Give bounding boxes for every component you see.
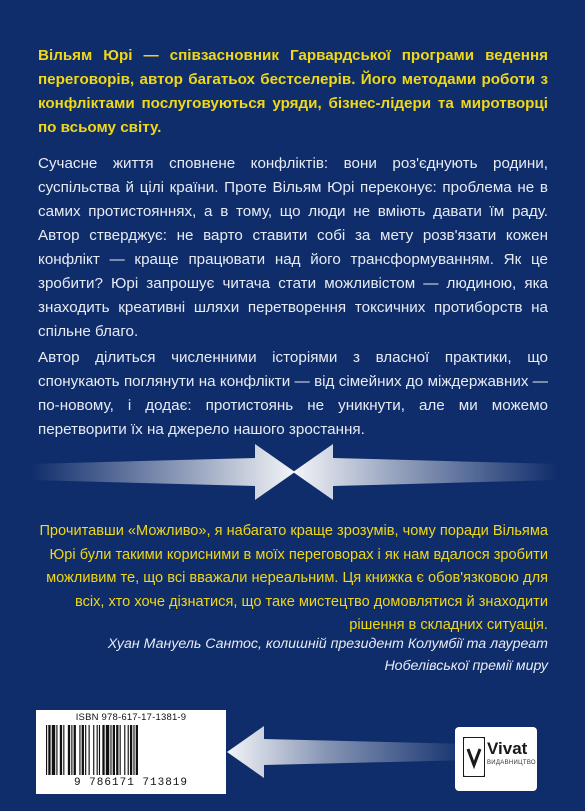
author-intro: Вільям Юрі — співзасновник Гарвардської програми ведення переговорів, автор багатьох бестселерів. Його методами роботи з конфліктами послуговуються уряди, бізнес-лідери та миротворці по всьому світу. — [38, 47, 548, 136]
isbn-label: ISBN 978-617-17-1381-9 — [75, 712, 187, 723]
arrow-right-icon — [30, 440, 300, 504]
barcode-bars — [44, 725, 218, 777]
arrow-left-icon — [288, 440, 558, 504]
description-paragraph-2: Автор ділиться численними історіями з власної практики, що спонукають поглянути на конфлікти — від сімейних до міждержавних — по-новому, і додає: протистоянь не уникнути, але ми можемо перетворити їх на джерело нашого зростання. — [38, 349, 548, 438]
publisher-logo — [455, 727, 537, 791]
description-paragraph-1: Сучасне життя сповнене конфліктів: вони роз'єднують родини, суспільства й цілі країни. Проте Вільям Юрі переконує: проблема не в самих протистояннях, а в тому, що люди не вміють давати їм раду. Автор стверджує: не варто ставити собі за мету розв'язати кожен конфлікт — краще працювати над його трансформуванням. Як це зробити? Юрі запрошує читача стати можливістом — людиною, яка знаходить креативні шляхи перетворення токсичних протиборств на спільне благо. — [38, 155, 548, 340]
publisher-name: Vivat — [487, 739, 528, 758]
arrow-left-icon — [222, 722, 472, 782]
barcode-number: 9 786171 713819 — [73, 777, 189, 789]
barcode — [36, 710, 226, 794]
review-quote: Прочитавши «Можливо», я набагато краще зрозумів, чому поради Вільяма Юрі були такими корисними в моїх переговорах і як нам вдалося зробити можливим те, що всі вважали нереальним. Ця книжка є обов'язковою для всіх, хто хоче дізнатися, що таке мистецтво домовлятися й знаходити рішення в складних ситуація. — [39, 523, 548, 633]
publisher-subtitle: ВИДАВНИЦТВО — [487, 760, 536, 766]
vivat-logo-icon — [463, 737, 485, 777]
quote-attribution: Хуан Мануель Сантос, колишній президент Колумбії та лауреат Нобелівської премії миру — [107, 636, 548, 674]
